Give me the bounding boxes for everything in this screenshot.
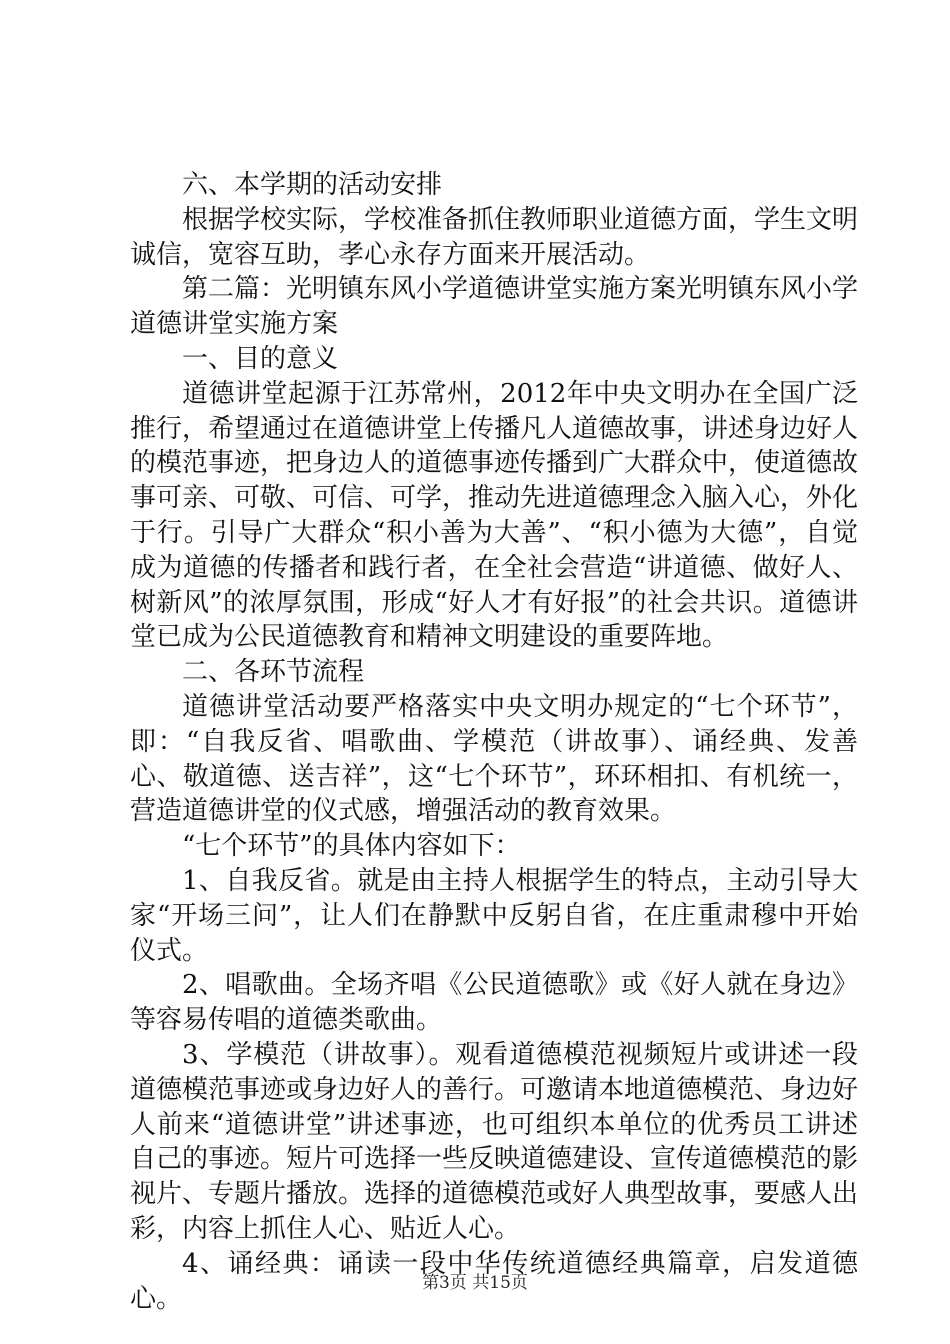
section-heading-activity-plan: 六、本学期的活动安排 (182, 170, 443, 200)
list-item-self-reflection: 1、自我反省。就是由主持人根据学生的特点，主动引导大家“开场三问”，让人们在静默中反躬自省，在庄重肃穆中开始仪式。 (130, 865, 858, 966)
list-item-classics: 4、诵经典：诵读一段中华传统道德经典篇章，启发道德心。 (130, 1248, 858, 1314)
chapter-title: 第二篇：光明镇东风小学道德讲堂实施方案光明镇东风小学道德讲堂实施方案 (130, 274, 859, 340)
paragraph-purpose: 道德讲堂起源于江苏常州，2012年中央文明办在全国广泛推行，希望通过在道德讲堂上传播凡人道德故事，讲述身边好人的模范事迹，把身边人的道德事迹传播到广大群众中，使道德故事可亲、可敬、可信、可学，推动先进道德理念入脑入心，外化于行。引导广大群众“积小善为大善”、“积小德为大德”，自觉成为道德的传播者和践行者，在全社会营造“讲道德、做好人、树新风”的浓厚氛围，形成“好人才有好报”的社会共识。道德讲堂已成为公民道德教育和精神文明建设的重要阵地。 (130, 378, 859, 653)
paragraph-seven-steps-intro: “七个环节”的具体内容如下： (182, 831, 521, 862)
list-item-singing: 2、唱歌曲。全场齐唱《公民道德歌》或《好人就在身边》等容易传唱的道德类歌曲。 (130, 970, 858, 1036)
section-heading-purpose: 一、目的意义 (182, 343, 339, 374)
list-item-role-models: 3、学模范（讲故事）。观看道德模范视频短片或讲述一段道德模范事迹或身边好人的善行。可邀请本地道德模范、身边好人前来“道德讲堂”讲述事迹，也可组织本单位的优秀员工讲述自己的事迹。短片可选择一些反映道德建设、宣传道德模范的影视片、专题片播放。选择的道德模范或好人典型故事，要感人出彩，内容上抓住人心、贴近人心。 (130, 1039, 859, 1244)
document-body (130, 168, 858, 1316)
page-footer: 第3页 共15页 (422, 1273, 528, 1293)
section-heading-process: 二、各环节流程 (182, 657, 365, 688)
paragraph-process: 道德讲堂活动要严格落实中央文明办规定的“七个环节”，即：“自我反省、唱歌曲、学模范（讲故事）、诵经典、发善心、敬道德、送吉祥”，这“七个环节”，环环相扣、有机统一，营造道德讲堂的仪式感，增强活动的教育效果。 (130, 691, 858, 827)
paragraph-activity-plan: 根据学校实际，学校准备抓住教师职业道德方面，学生文明诚信，宽容互助，孝心永存方面来开展活动。 (130, 204, 859, 270)
